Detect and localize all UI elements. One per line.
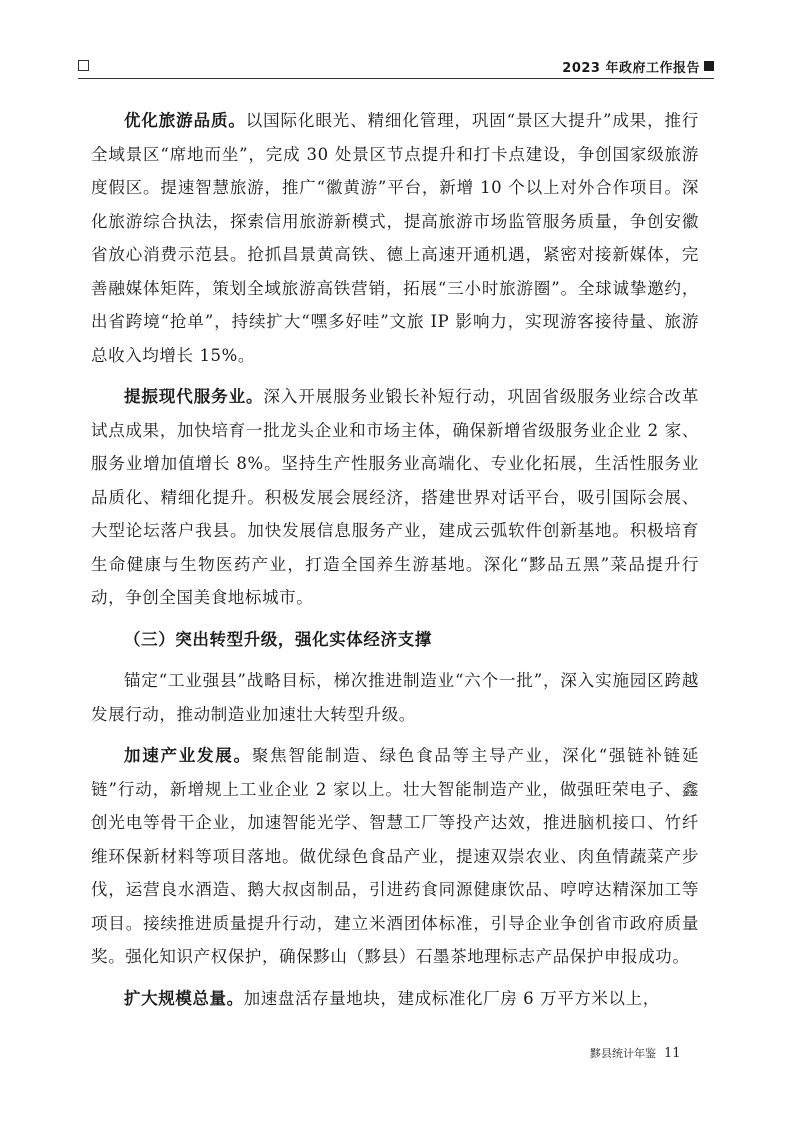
paragraph-industry [91,739,699,974]
paragraph-lead: 提振现代服务业。 [124,387,264,406]
page-footer [590,1045,710,1061]
paragraph-scale [91,982,699,1016]
paragraph-intro [91,664,699,731]
paragraph-text: 深入开展服务业锻长补短行动，巩固省级服务业综合改革试点成果，加快培育一批龙头企业和市场主体，确保新增省级服务业企业 2 家、服务业增加值增长 8%。坚持生产性服务业高端化、专业化拓展，生活性服务业品质化、精细化提升。积极发展会展经济，搭建世界对话平台，吸引国际会展、大型论坛落户我县。加快发展信息服务产业，建成云弧软件创新基地。积极培育生命健康与生物医药产业，打造全国养生游基地。深化“黟品五黑”菜品提升行动，争创全国美食地标城市。 [91,387,699,607]
header-title: 2023 年政府工作报告 [562,61,700,76]
footer-book-title: 黟县统计年鉴 [590,1047,656,1060]
paragraph-lead: 扩大规模总量。 [124,988,244,1008]
running-header [78,56,714,79]
paragraph-text: 加速盘活存量地块，建成标准化厂房 6 万平方米以上， [243,988,660,1008]
paragraph-text: 聚焦智能制造、绿色食品等主导产业，深化“强链补链延链”行动，新增规上工业企业 2 家以上。壮大智能制造产业，做强旺荣电子、鑫创光电等骨干企业，加速智能光学、智慧工厂等投产达效，推进脑机接口、竹纤维环保新材料等项目落地。做优绿色食品产业，提速双崇农业、肉鱼情蔬菜产步伐，运营良水酒造、鹅大叔卤制品，引进药食同源健康饮品、哼哼达精深加工等项目。接续推进质量提升行动，建立米酒团体标准，引导企业争创省市政府质量奖。强化知识产权保护，确保黟山（黟县）石墨茶地理标志产品保护申报成功。 [91,746,700,966]
paragraph-lead: 优化旅游品质。 [124,111,246,130]
paragraph-services [91,380,699,615]
paragraph-tourism [91,104,699,372]
document-body [91,104,699,1023]
paragraph-text: 锚定“工业强县”战略目标，梯次推进制造业“六个一批”，深入实施园区跨越发展行动，推动制造业加速壮大转型升级。 [91,671,699,724]
page-number: 11 [664,1046,681,1061]
header-square-filled-icon [704,61,714,71]
section-heading: （三）突出转型升级，强化实体经济支撑 [124,629,432,649]
paragraph-text: 以国际化眼光、精细化管理，巩固“景区大提升”成果，推行全域景区“席地而坐”，完成 30 处景区节点提升和打卡点建设，争创国家级旅游度假区。提速智慧旅游，推广“徽黄游”平台，新增 10 个以上对外合作项目。深化旅游综合执法，探索信用旅游新模式，提高旅游市场监管服务质量，争创安徽省放心消费示范县。抢抓昌景黄高铁、德上高速开通机遇，紧密对接新媒体，完善融媒体矩阵，策划全域旅游高铁营销，拓展“三小时旅游圈”。全球诚挚邀约，出省跨境“抢单”，持续扩大“嘿多好哇”文旅 IP 影响力，实现游客接待量、旅游总收入均增长 15%。 [91,111,699,365]
paragraph-lead: 加速产业发展。 [124,746,252,765]
header-square-outline-icon [78,60,89,71]
